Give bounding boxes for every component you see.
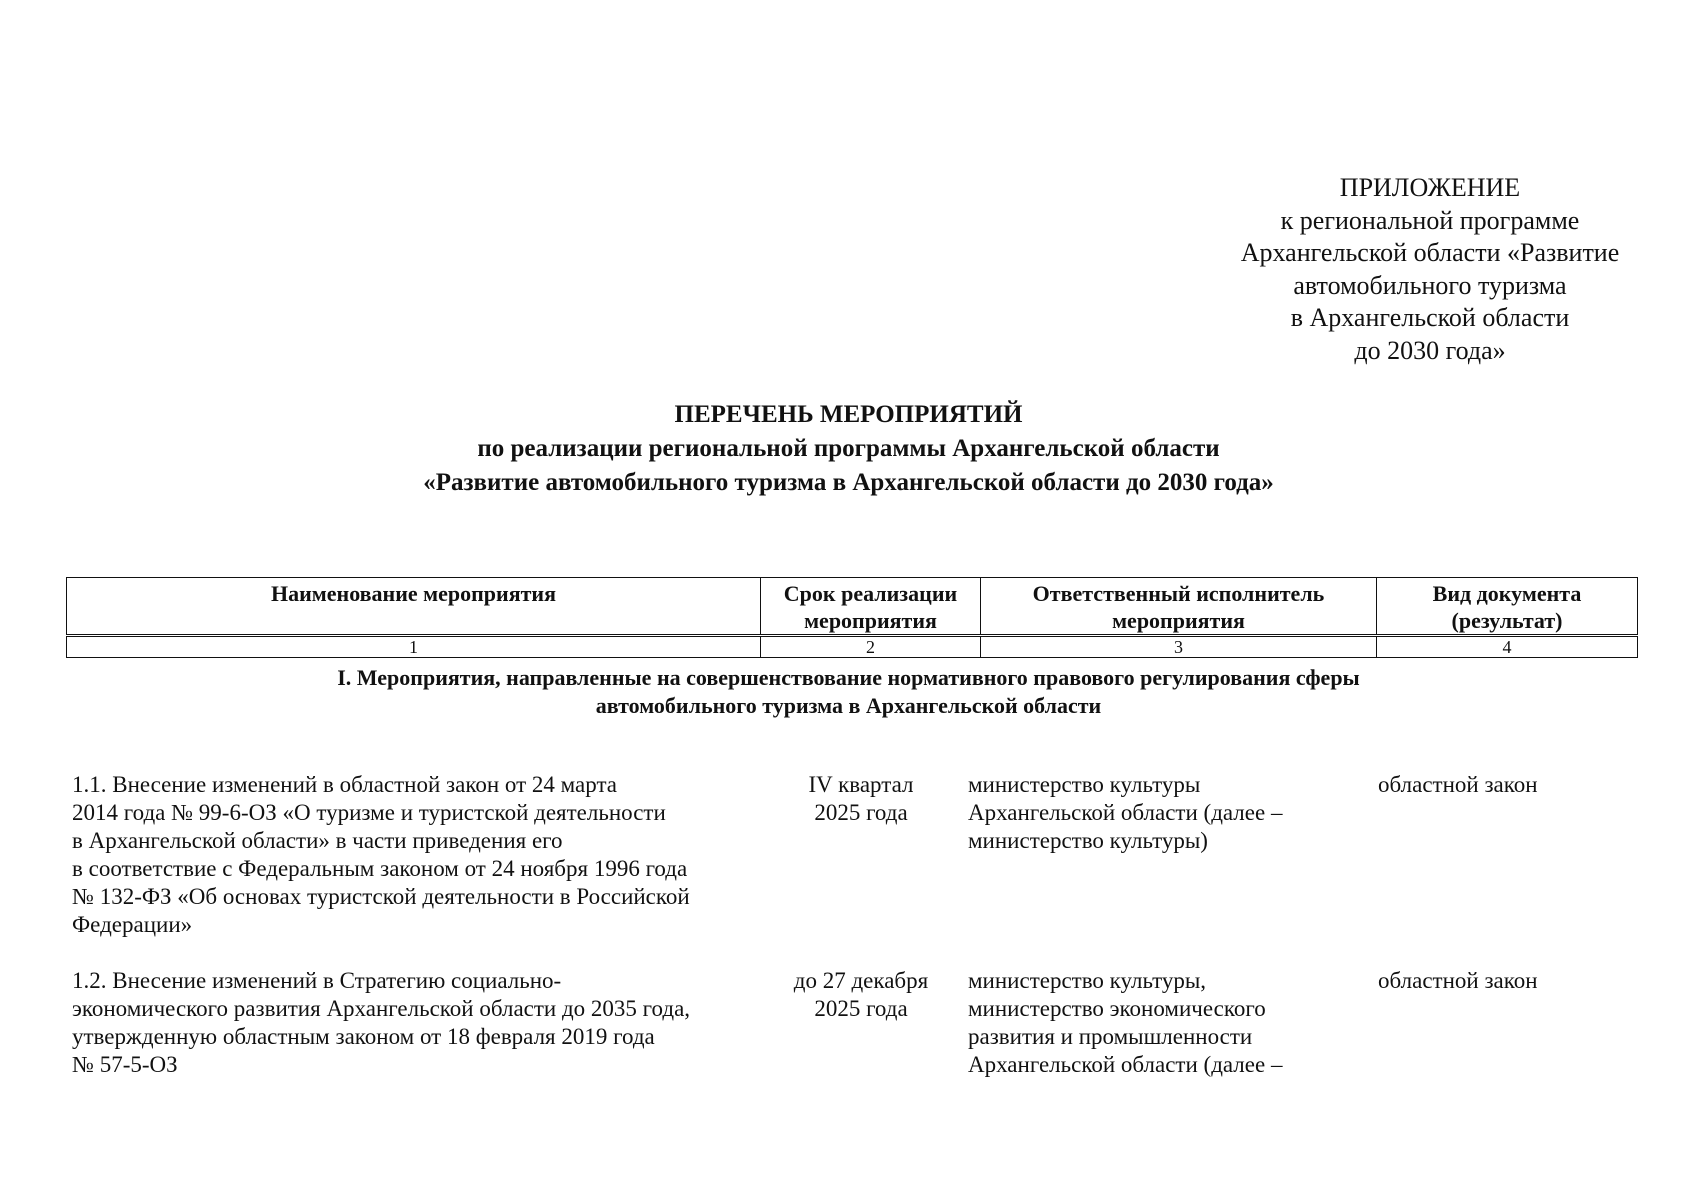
measure-term-line: IV квартал — [808, 772, 914, 797]
measure-executor-line: Архангельской области (далее – — [968, 1052, 1283, 1077]
appendix-line: Архангельской области «Развитие — [1240, 238, 1620, 267]
measure-document-line: областной закон — [1378, 772, 1538, 797]
measure-term-line: до 27 декабря — [793, 968, 929, 993]
section-heading-line: I. Мероприятия, направленные на совершенствование нормативного правового регулирования сферы — [337, 665, 1360, 690]
column-number: 3 — [981, 636, 1377, 658]
column-number: 2 — [761, 636, 981, 658]
section-heading — [0, 664, 1697, 720]
column-header-line: мероприятия — [1112, 608, 1245, 633]
column-header-line: (результат) — [1451, 608, 1563, 633]
measure-name-line: утвержденную областным законом от 18 февраля 2019 года — [72, 1024, 655, 1049]
column-header-executor — [981, 578, 1377, 636]
measure-name — [72, 771, 752, 939]
measure-name — [72, 967, 752, 1079]
column-header-line: Ответственный исполнитель — [1032, 581, 1325, 606]
measure-executor — [968, 967, 1348, 1079]
measure-executor-line: министерство экономического — [968, 996, 1266, 1021]
appendix-heading: ПРИЛОЖЕНИЕ — [1339, 173, 1521, 202]
measure-executor-line: министерство культуры) — [968, 828, 1208, 853]
measure-name-line: № 132-ФЗ «Об основах туристской деятельности в Российской — [72, 884, 690, 909]
appendix-line: в Архангельской области — [1290, 303, 1570, 332]
measure-name-line: № 57-5-ОЗ — [72, 1052, 178, 1077]
title-line: «Развитие автомобильного туризма в Архангельской области до 2030 года» — [423, 469, 1274, 496]
measure-name-line: в Архангельской области» в части приведения его — [72, 828, 563, 853]
column-header-name — [67, 578, 761, 636]
column-header-line: мероприятия — [804, 608, 937, 633]
document-title — [0, 398, 1697, 500]
appendix-line: до 2030 года» — [1354, 335, 1506, 365]
measure-document-line: областной закон — [1378, 968, 1538, 993]
appendix-line: к региональной программе — [1280, 205, 1580, 235]
measure-term-line: 2025 года — [814, 800, 908, 825]
section-heading-line: автомобильного туризма в Архангельской области — [595, 693, 1102, 718]
measure-name-line: экономического развития Архангельской области до 2035 года, — [72, 996, 691, 1021]
table-header-row — [67, 578, 1638, 636]
title-line: ПЕРЕЧЕНЬ МЕРОПРИЯТИЙ — [674, 401, 1023, 428]
column-header-term — [761, 578, 981, 636]
column-header-line: Срок реализации — [783, 581, 958, 606]
column-number: 4 — [1377, 636, 1638, 658]
measure-executor-line: министерство культуры, — [968, 968, 1207, 993]
measure-term — [766, 771, 956, 827]
measures-table-header — [66, 577, 1638, 658]
measure-executor-line: развития и промышленности — [968, 1024, 1253, 1049]
appendix-line: автомобильного туризма — [1293, 270, 1567, 300]
measure-name-line: Федерации» — [72, 912, 193, 937]
measure-executor — [968, 771, 1348, 855]
measure-document — [1378, 967, 1638, 995]
measure-name-line: 1.1. Внесение изменений в областной закон от 24 марта — [72, 772, 617, 797]
title-line: по реализации региональной программы Архангельской области — [477, 435, 1220, 462]
column-number: 1 — [67, 636, 761, 658]
column-header-line: Наименование мероприятия — [270, 581, 557, 606]
measure-term-line: 2025 года — [814, 996, 908, 1021]
appendix-block — [1200, 172, 1660, 367]
measure-name-line: 2014 года № 99-6-ОЗ «О туризме и туристской деятельности — [72, 800, 666, 825]
measure-name-line: в соответствие с Федеральным законом от 24 ноября 1996 года — [72, 856, 688, 881]
measure-name-line: 1.2. Внесение изменений в Стратегию социально- — [72, 968, 562, 993]
column-header-document — [1377, 578, 1638, 636]
measure-executor-line: Архангельской области (далее – — [968, 800, 1283, 825]
measure-document — [1378, 771, 1638, 799]
column-number-row — [67, 636, 1638, 658]
measure-executor-line: министерство культуры — [968, 772, 1201, 797]
measure-term — [766, 967, 956, 1023]
column-header-line: Вид документа — [1432, 581, 1582, 606]
